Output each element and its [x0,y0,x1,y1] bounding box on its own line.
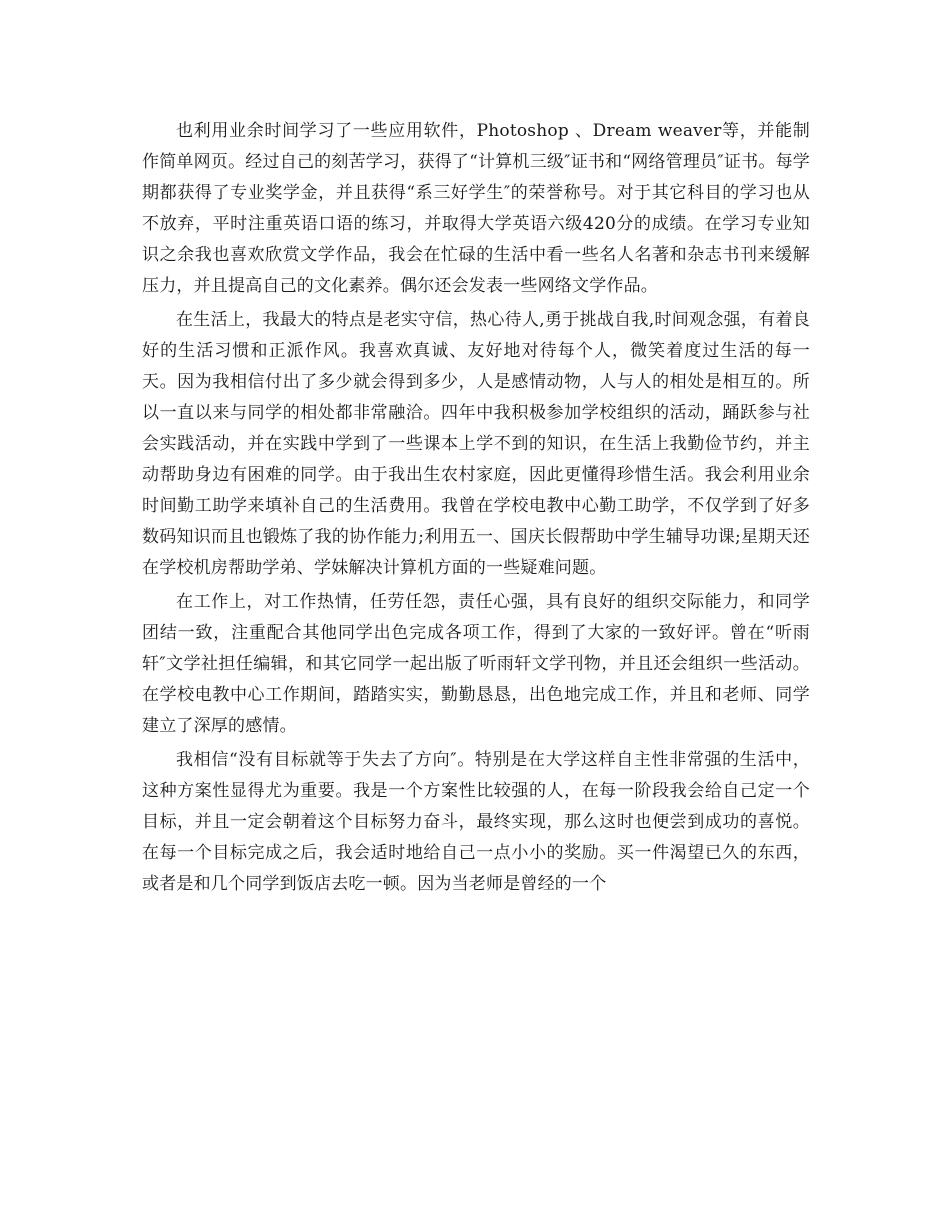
paragraph-study: 也利用业余时间学习了一些应用软件，Photoshop 、Dream weaver等，并能制作简单网页。经过自己的刻苦学习，获得了“计算机三级″证书和“网络管理员″证书。每学期都获得了专业奖学金，并且获得“系三好学生″的荣誉称号。对于其它科目的学习也从不放弃，平时注重英语口语的练习，并取得大学英语六级420分的成绩。在学习专业知识之余我也喜欢欣赏文学作品，我会在忙碌的生活中看一些名人名著和杂志书刊来缓解压力，并且提高自己的文化素养。偶尔还会发表一些网络文学作品。 [142,121,810,296]
paragraph-life: 在生活上，我最大的特点是老实守信，热心待人,勇于挑战自我,时间观念强，有着良好的生活习惯和正派作风。我喜欢真诚、友好地对待每个人，微笑着度过生活的每一天。因为我相信付出了多少就会得到多少，人是感情动物，人与人的相处是相互的。所以一直以来与同学的相处都非常融洽。四年中我积极参加学校组织的活动，踊跃参与社会实践活动，并在实践中学到了一些课本上学不到的知识，在生活上我勤俭节约，并主动帮助身边有困难的同学。由于我出生农村家庭，因此更懂得珍惜生活。我会利用业余时间勤工助学来填补自己的生活费用。我曾在学校电教中心勤工助学，不仅学到了好多数码知识而且也锻炼了我的协作能力;利用五一、国庆长假帮助中学生辅导功课;星期天还在学校机房帮助学弟、学妹解决计算机方面的一些疑难问题。 [142,310,810,578]
paragraph-goals: 我相信“没有目标就等于失去了方向″。特别是在大学这样自主性非常强的生活中，这种方案性显得尤为重要。我是一个方案性比较强的人，在每一阶段我会给自己定一个目标，并且一定会朝着这个目标努力奋斗，最终实现，那么这时也便尝到成功的喜悦。在每一个目标完成之后，我会适时地给自己一点小小的奖励。买一件渴望已久的东西，或者是和几个同学到饭店去吃一顿。因为当老师是曾经的一个 [142,750,810,894]
paragraph-work: 在工作上，对工作热情，任劳任怨，责任心强，具有良好的组织交际能力，和同学团结一致，注重配合其他同学出色完成各项工作，得到了大家的一致好评。曾在“听雨轩″文学社担任编辑，和其它同学一起出版了听雨轩文学刊物，并且还会组织一些活动。在学校电教中心工作期间，踏踏实实，勤勤恳恳，出色地完成工作，并且和老师、同学建立了深厚的感情。 [142,592,810,736]
document-body [142,116,810,903]
